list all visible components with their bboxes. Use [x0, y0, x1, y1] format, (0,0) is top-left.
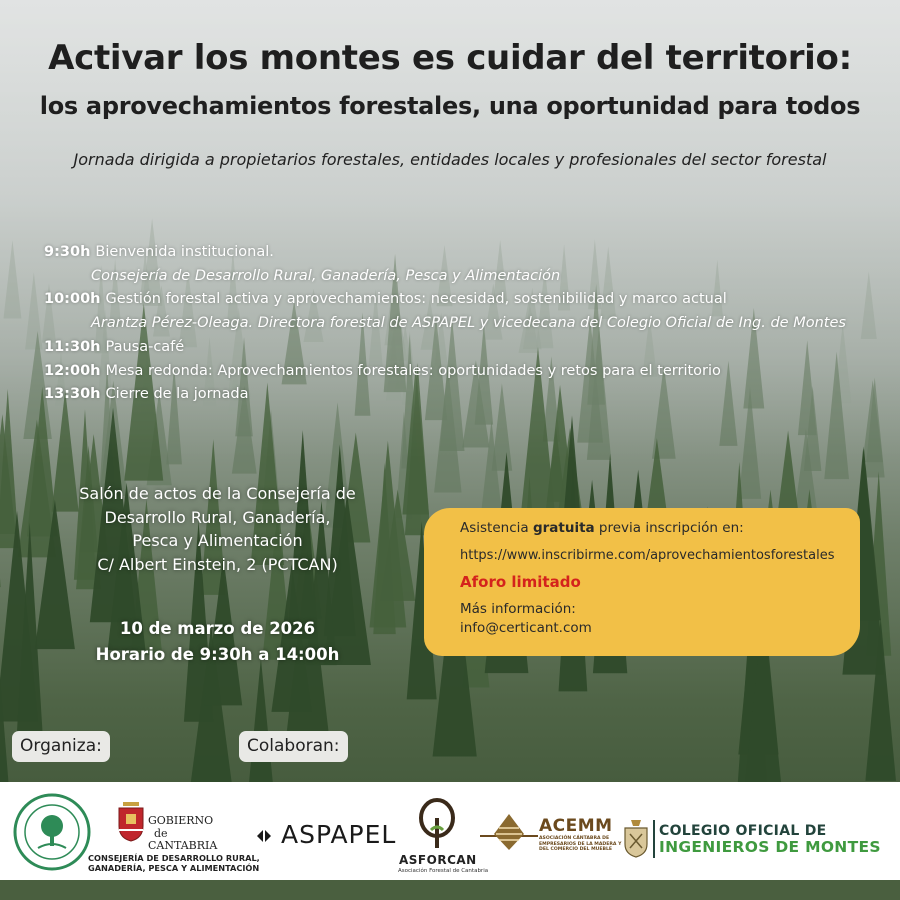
page-subtitle: los aprovechamientos forestales, una oportunidad para todos [39, 92, 861, 120]
cantabria-shield-icon [117, 800, 145, 842]
agenda-time: 9:30h [44, 244, 91, 260]
acemm-subtitle: ASOCIACIÓN CÁNTABRA DE EMPRESARIOS DE LA MADERA Y DEL COMERCIO DEL MUEBLE [539, 836, 622, 853]
gobierno-sub-line: CONSEJERÍA DE DESARROLLO RURAL, [88, 853, 260, 863]
agenda-text: Mesa redonda: Aprovechamientos forestales: oportunidades y retos para el territorio [105, 362, 721, 379]
asforcan-logo: ASFORCAN [399, 853, 477, 867]
agenda-text: Cierre de la jornada [105, 386, 249, 403]
tree-silhouette [247, 658, 274, 799]
registration-suffix: previa inscripción en: [594, 520, 744, 536]
bottom-forest-strip [0, 880, 900, 900]
agenda-item [44, 383, 874, 407]
agenda-item [44, 241, 874, 265]
agenda-text: Pausa-café [105, 338, 185, 355]
acemm-logo: ACEMM [539, 816, 613, 836]
agenda-item [44, 336, 874, 360]
agenda-time: 11:30h [44, 338, 101, 355]
gobierno-department [88, 853, 260, 873]
asforcan-tree-icon [413, 798, 461, 852]
colegio-title: COLEGIO OFICIAL DE [659, 823, 827, 839]
gobierno-line: GOBIERNO [148, 814, 214, 827]
event-date: 10 de marzo de 2026 [119, 619, 316, 638]
page-title: Activar los montes es cuidar del territorio: [48, 38, 852, 78]
gobierno-name [148, 815, 217, 853]
registration-text [460, 520, 860, 536]
agenda-text: Gestión forestal activa y aprovechamientos: necesidad, sostenibilidad y marco actual [105, 291, 727, 308]
registration-prefix: Asistencia [460, 520, 533, 536]
venue-line: Pesca y Alimentación [132, 531, 303, 550]
more-info-label: Más información: [460, 601, 576, 617]
event-hours: Horario de 9:30h a 14:00h [95, 645, 340, 664]
asforcan-subtitle: Asociación Forestal de Cantabria [398, 868, 489, 874]
acemm-pinecone-icon [480, 810, 538, 852]
colaboran-label: Colaboran: [239, 731, 348, 762]
agenda-time: 10:00h [44, 291, 101, 308]
agenda-item [44, 288, 874, 312]
colegio-subtitle: INGENIEROS DE MONTES [659, 838, 881, 856]
colegio-crest-icon [622, 818, 650, 858]
agenda [44, 241, 874, 407]
event-schedule [20, 616, 415, 668]
organiza-label: Organiza: [12, 731, 110, 762]
agenda-time: 12:00h [44, 362, 101, 379]
venue-line: Desarrollo Rural, Ganadería, [104, 507, 331, 527]
certicant-logo-icon [12, 792, 92, 872]
aspapel-logo: ASPAPEL [281, 820, 397, 849]
registration-url[interactable]: https://www.inscribirme.com/aprovechamientosforestales [460, 548, 835, 563]
registration-free: gratuita [532, 520, 595, 536]
colegio-divider-icon [652, 820, 656, 858]
agenda-text: Bienvenida institucional. [95, 244, 274, 260]
more-info [460, 600, 860, 638]
agenda-time: 13:30h [44, 386, 101, 403]
gobierno-sub-line: GANADERÍA, PESCA Y ALIMENTACIÓN [88, 863, 260, 873]
contact-email[interactable]: info@certicant.com [460, 620, 592, 636]
limited-capacity: Aforo limitado [460, 573, 581, 591]
gobierno-line: CANTABRIA [148, 839, 218, 852]
aspapel-mark-icon [256, 826, 276, 846]
registration-box [424, 508, 860, 656]
agenda-speaker: Consejería de Desarrollo Rural, Ganadería, Pesca y Alimentación [91, 267, 561, 284]
agenda-speaker: Arantza Pérez-Oleaga. Directora forestal de ASPAPEL y vicedecana del Colegio Oficial de Ing. de Montes [91, 315, 846, 332]
venue-line: Salón de actos de la Consejería de [79, 484, 356, 503]
venue-line: C/ Albert Einstein, 2 (PCTCAN) [97, 554, 338, 574]
gobierno-line: de [154, 826, 168, 840]
audience-text: Jornada dirigida a propietarios forestales, entidades locales y profesionales del sector forestal [73, 150, 827, 169]
agenda-item [44, 360, 874, 384]
venue-address [20, 482, 415, 576]
